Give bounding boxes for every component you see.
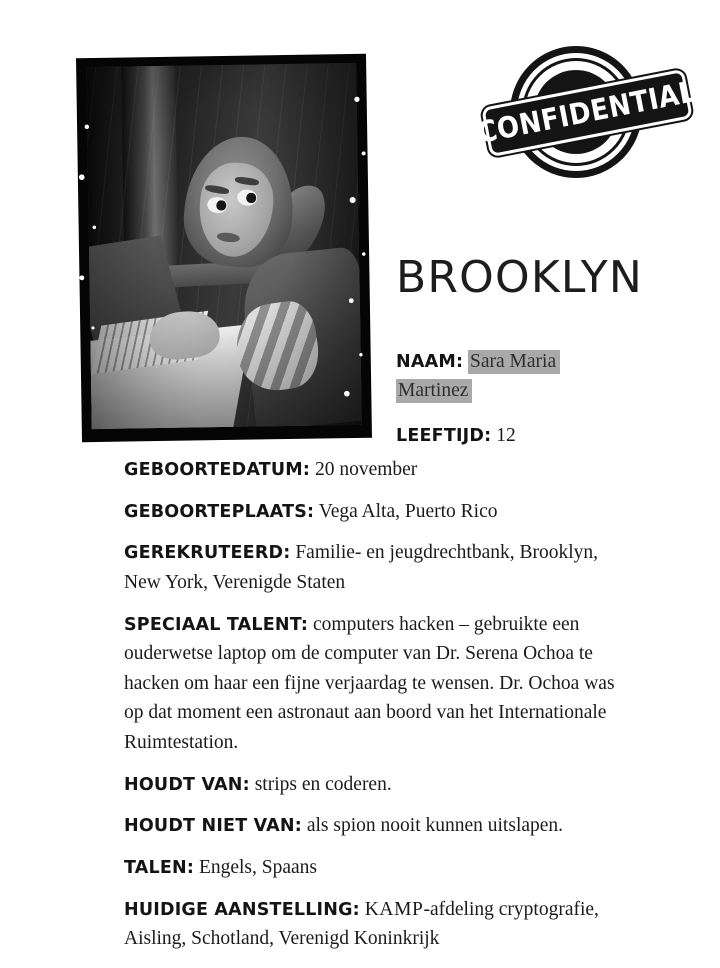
field-value: strips en coderen. (254, 773, 392, 795)
age-field (396, 422, 516, 449)
page-title: BROOKLYN (396, 252, 643, 303)
field-houdt-niet-van (124, 811, 624, 841)
portrait-image (86, 63, 362, 429)
field-label: GEREKRUTEERD: (124, 543, 291, 564)
field-label: SPECIAAL TALENT: (124, 614, 309, 635)
field-speciaal-talent (124, 610, 624, 758)
field-label: HOUDT NIET VAN: (124, 816, 302, 837)
portrait-frame (77, 55, 371, 441)
field-houdt-van (124, 770, 624, 800)
profile-field-list (124, 455, 624, 954)
field-label: GEBOORTEDATUM: (124, 460, 311, 480)
confidential-stamp-icon (475, 44, 699, 180)
field-geboortedatum (124, 455, 624, 485)
field-label: HUIDIGE AANSTELLING: (124, 899, 360, 920)
field-label: HOUDT VAN: (124, 774, 250, 795)
stamp-label: CONFIDENTIAL (475, 75, 699, 151)
field-huidige-aanstelling (124, 895, 624, 954)
field-value: Familie- en jeugdrechtbank, Brooklyn, New York, Verenigde Staten (124, 542, 599, 593)
illustration-vignette (86, 63, 362, 429)
field-value: Engels, Spaans (198, 856, 318, 878)
field-value: 20 november (314, 459, 418, 480)
field-label: TALEN: (124, 857, 195, 878)
name-field (396, 348, 628, 406)
portrait-illustration (80, 57, 368, 439)
field-talen (124, 853, 624, 883)
name-value: Sara Maria Martinez (396, 350, 560, 403)
field-label: GEBOORTEPLAATS: (124, 501, 315, 522)
field-value: -afdeling cryptografie, Aisling, Schotland, Verenigd Koninkrijk (124, 898, 599, 950)
age-value: 12 (496, 425, 516, 446)
field-geboorteplaats (124, 497, 624, 527)
field-value: computers hacken – gebruikte een ouderwetse laptop om de computer van Dr. Serena Ochoa te hacken om haar een fijne verjaardag te wensen. Dr. Ochoa was op dat moment een astronaut aan boord van het Internationale Ruimtestation. (124, 613, 615, 753)
name-label: NAAM: (396, 352, 464, 372)
field-value-acronym: KAMP (364, 898, 424, 920)
age-label: LEEFTIJD: (396, 426, 492, 446)
field-value: als spion nooit kunnen uitslapen. (306, 815, 564, 837)
field-value: Vega Alta, Puerto Rico (318, 500, 498, 522)
field-gerekruteerd (124, 538, 624, 597)
